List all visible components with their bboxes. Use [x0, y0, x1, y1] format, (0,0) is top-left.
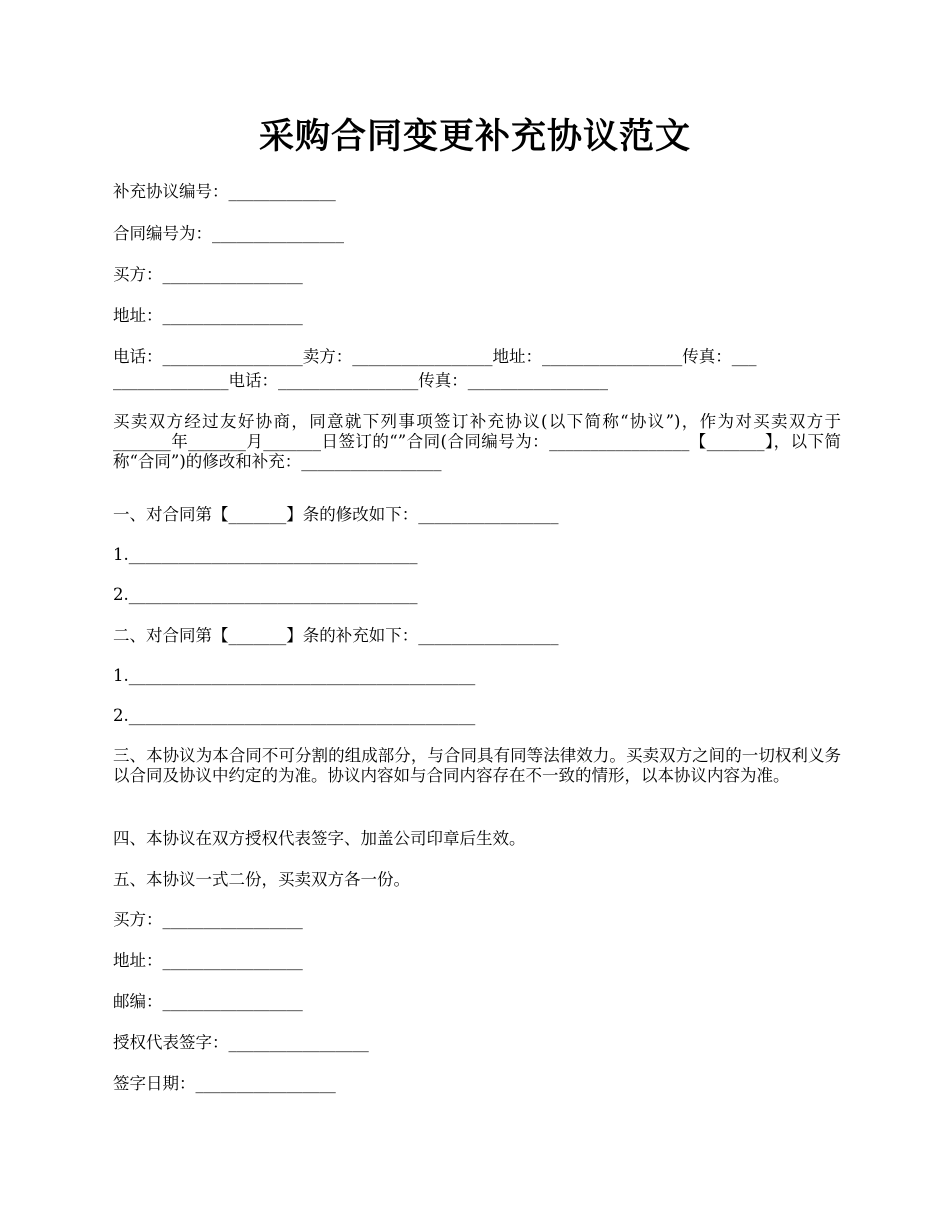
supplement-number-line: 补充协议编号：_____________	[113, 182, 336, 201]
contract-number-line: 合同编号为：________________	[113, 224, 344, 243]
intro-paragraph: 买卖双方经过友好协商，同意就下列事项签订补充协议(以下简称“协议”)，作为对买卖双方于_______年_______月_______日签订的“”合同(合同编号为：_________________【_______】，以下简称“合同”)的修改和补充：_________________	[113, 412, 841, 471]
supplement-item-1: 1.__________________________________________	[113, 666, 476, 685]
amendment-heading: 一、对合同第【_______】条的修改如下：_________________	[113, 505, 559, 524]
buyer-address-line: 地址：_________________	[113, 306, 303, 325]
buyer-line: 买方：_________________	[113, 265, 303, 284]
signature-address-line: 地址：_________________	[113, 951, 303, 970]
signature-date-line: 签字日期：_________________	[113, 1074, 336, 1093]
clause-five: 五、本协议一式二份，买卖双方各一份。	[113, 870, 410, 889]
postcode-line: 邮编：_________________	[113, 992, 303, 1011]
clause-four: 四、本协议在双方授权代表签字、加盖公司印章后生效。	[113, 829, 526, 848]
authorized-signature-line: 授权代表签字：_________________	[113, 1033, 369, 1052]
signature-buyer-line: 买方：_________________	[113, 910, 303, 929]
supplement-item-2: 2.__________________________________________	[113, 706, 476, 725]
contact-info-line-1: 电话：_________________卖方：_________________地址：_________________传真：___	[113, 347, 757, 366]
document-title: 采购合同变更补充协议范文	[258, 116, 691, 157]
supplement-heading: 二、对合同第【_______】条的补充如下：_________________	[113, 626, 559, 645]
contact-info-line-2: ______________电话：_________________传真：_________________	[113, 371, 608, 390]
clause-three-paragraph: 三、本协议为本合同不可分割的组成部分，与合同具有同等法律效力。买卖双方之间的一切权利义务以合同及协议中约定的为准。协议内容如与合同内容存在不一致的情形，以本协议内容为准。	[113, 746, 841, 785]
amendment-item-2: 2.___________________________________	[113, 585, 418, 604]
amendment-item-1: 1.___________________________________	[113, 545, 418, 564]
